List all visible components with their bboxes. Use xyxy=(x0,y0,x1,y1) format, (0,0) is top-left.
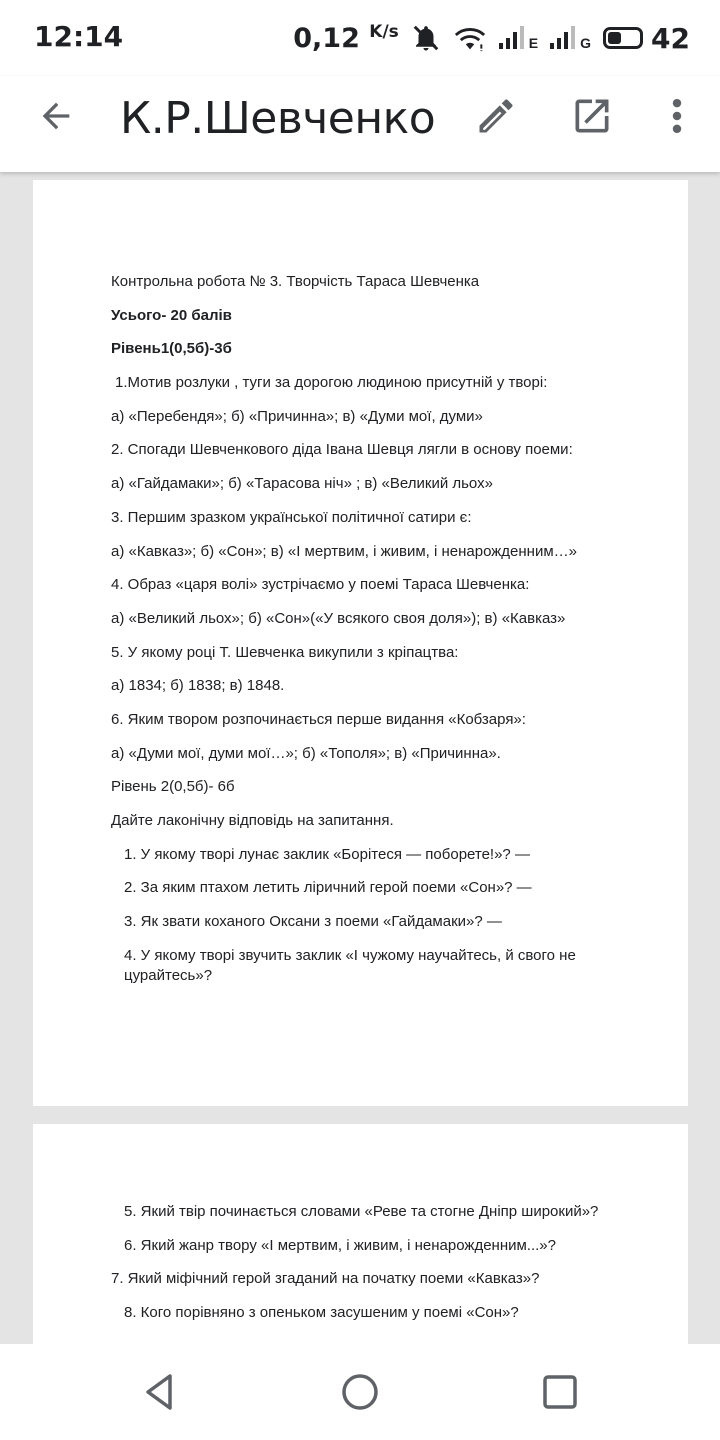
status-icons xyxy=(293,20,690,56)
back-triangle-icon[interactable] xyxy=(140,1372,180,1412)
open-question-4: 4. У якому творі звучить заклик «І чужому научайтесь, й свого не цурайтесь»? xyxy=(124,946,576,984)
status-time: 12:14 xyxy=(34,20,124,53)
home-circle-icon[interactable] xyxy=(340,1372,380,1412)
question-3: 3. Першим зразком української політичної сатири є: xyxy=(111,508,472,526)
network-speed-unit: K/s xyxy=(369,22,399,42)
document-page-1 xyxy=(33,180,688,1106)
question-5: 5. У якому році Т. Шевченка викупили з кріпацтва: xyxy=(111,643,459,661)
question-6: 6. Яким твором розпочинається перше видання «Кобзаря»: xyxy=(111,710,526,728)
battery-level: 42 xyxy=(651,21,690,55)
test-title: Контрольна робота № 3. Творчість Тараса Шевченка xyxy=(111,273,480,290)
edit-pencil-icon[interactable] xyxy=(474,94,518,138)
question-5-options: а) 1834; б) 1838; в) 1848. xyxy=(111,677,285,695)
document-page-2 xyxy=(33,1124,688,1344)
open-question-8: 8. Кого порівняно з опеньком засушеним у поемі «Сон»? xyxy=(124,1304,519,1322)
open-question-1: 1. У якому творі лунає заклик «Борітеся — поборете!»? — xyxy=(124,845,530,863)
question-4-options: а) «Великий льох»; б) «Сон»(«У всякого своя доля»); в) «Кавказ» xyxy=(111,609,566,627)
battery-icon xyxy=(603,22,690,55)
system-nav-bar xyxy=(0,1344,720,1440)
network-speed-value: 0,12 xyxy=(293,23,360,54)
document-viewer[interactable] xyxy=(0,172,720,1344)
battery-fill xyxy=(608,32,621,44)
open-question-7: 7. Який міфічний герой згаданий на початку поеми «Кавказ»? xyxy=(111,1270,540,1288)
open-question-5: 5. Який твір починається словами «Реве та стогне Дніпр широкий»? xyxy=(124,1203,599,1220)
open-question-3: 3. Як звати коханого Оксани з поеми «Гайдамаки»? — xyxy=(124,913,502,931)
back-arrow-icon[interactable] xyxy=(36,96,76,136)
question-1: 1.Мотив розлуки , туги за дорогою людиною присутній у творі: xyxy=(115,374,548,392)
level-2-instruction: Дайте лаконічну відповідь на запитання. xyxy=(111,812,394,829)
more-vert-icon[interactable] xyxy=(660,94,694,138)
network-speed xyxy=(293,22,399,54)
battery-body xyxy=(603,27,643,49)
open-question-2: 2. За яким птахом летить ліричний герой поеми «Сон»? — xyxy=(124,879,532,897)
question-1-options: а) «Перебендя»; б) «Причинна»; в) «Думи мої, думи» xyxy=(111,407,483,425)
page-1-text xyxy=(111,272,611,999)
question-3-options: а) «Кавказ»; б) «Сон»; в) «І мертвим, і живим, і ненарожденним…» xyxy=(111,542,577,560)
total-points: Усього- 20 балів xyxy=(111,306,232,324)
app-bar xyxy=(0,76,720,172)
question-2: 2. Спогади Шевченкового діда Івана Шевця лягли в основу поеми: xyxy=(111,441,573,459)
sim1-network-type: E xyxy=(528,35,539,51)
recents-square-icon[interactable] xyxy=(540,1372,580,1412)
question-6-options: а) «Думи мої, думи мої…»; б) «Тополя»; в) «Причинна». xyxy=(111,744,501,762)
status-bar xyxy=(0,0,720,76)
question-4: 4. Образ «царя волі» зустрічаємо у поемі Тараса Шевченка: xyxy=(111,576,530,594)
signal-sim1-icon xyxy=(499,25,538,51)
wifi-icon xyxy=(453,23,487,53)
open-question-6: 6. Який жанр твору «І мертвим, і живим, і ненарожденним...»? xyxy=(124,1236,556,1254)
document-title: К.Р.Шевченко xyxy=(120,93,436,144)
level-1-heading: Рівень1(0,5б)-3б xyxy=(111,340,232,358)
bell-off-icon xyxy=(411,23,441,53)
level-2-heading: Рівень 2(0,5б)- 6б xyxy=(111,778,235,796)
page-2-text xyxy=(111,1202,611,1337)
question-2-options: а) «Гайдамаки»; б) «Тарасова ніч» ; в) «Великий льох» xyxy=(111,475,493,493)
signal-sim2-icon xyxy=(550,25,591,51)
open-external-icon[interactable] xyxy=(570,94,614,138)
sim2-network-type: G xyxy=(580,35,592,51)
